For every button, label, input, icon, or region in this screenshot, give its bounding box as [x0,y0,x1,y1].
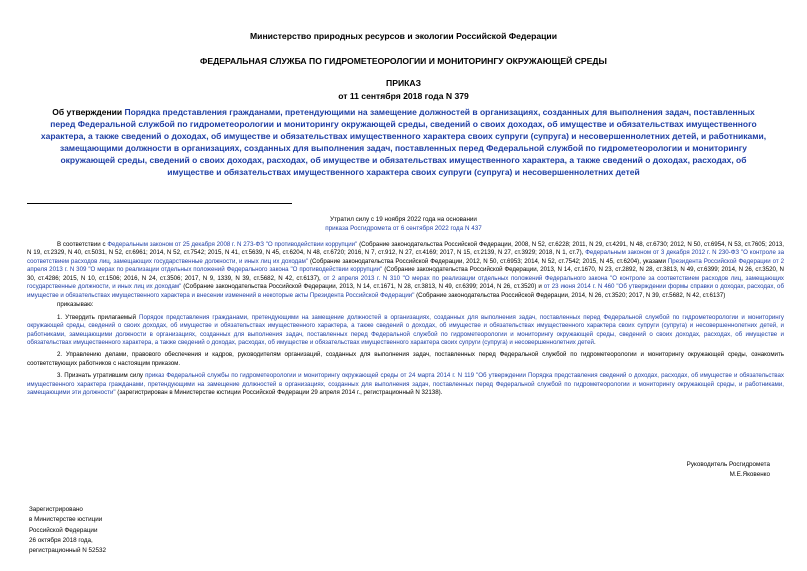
signatory-name: М.Е.Яковенко [729,471,770,478]
signature-block [687,460,770,480]
link-law-230[interactable]: Федеральным законом от 3 декабря 2012 г. N 230-ФЗ "О контроле за соответствием расходов лиц, замещающих государственные должности, и иных лиц их доходам" [27,249,784,265]
item-2-paragraph: 2. Управлению делами, правового обеспечения и кадров, руководителям организаций, созданных для выполнения задач, поставленных перед Федеральной службой по гидрометеорологии и мониторингу окружающей среды, ознакомить соответствующих работников с настоящим приказом. [27,351,784,367]
link-decree-460[interactable]: от 23 июня 2014 г. N 460 "Об утверждении формы справки о доходах, расходах, об имуществе и обязательствах имущественного характера и внесении изменений в некоторые акты Президента Российской Федерации" [27,283,784,299]
title-link[interactable]: Порядка представления гражданами, претендующими на замещение должностей в организациях, созданных для выполнения задач, поставленных перед Федеральной службой по гидрометеорологии и мониторингу окружающей среды, сведений о своих доходах, об имуществе и обязательствах имущественного характера, а также сведений о доходах, об имуществе и обязательствах имущественного характера своих супруги (супруга) и несовершеннолетних детей, и работниками, замещающими должности в организациях, созданных для выполнения задач, поставленных перед Федеральной службой по гидрометеорологии и мониторингу окружающей среды, сведений о своих доходах, расходах, об имуществе и обязательствах имущественного характера, а также сведений о доходах, расходах, об имуществе и обязательствах имущественного характера своих супруги (супруга) и несовершеннолетних детей [40,107,767,177]
title-prefix: Об утверждении [52,107,125,117]
document-type: ПРИКАЗ [386,78,421,88]
preamble-text-4: (Собрание законодательства Российской Федерации, 2013, N 14, ст.1670, N 23, ст.2892, N 28, ст.3813, N 49, ст.6399; 2014, N 26, ст.3520, N 30, ст.4286; 2015, N 10, ст.1506; 2016, N 24, ст.3506; 2017, N 9, 1339, N 39, ст.5682, N 42, ст.6137), [27,266,784,282]
registration-block [29,505,106,556]
item-3-paragraph [27,372,784,397]
item-3-text-2: (зарегистрирован в Министерстве юстиции Российской Федерации 29 апреля 2014 г., регистрационный N 32138). [115,389,443,397]
divider [27,203,292,204]
signatory-position: Руководитель Росгидромета [686,461,770,468]
registration-line-1: Зарегистрировано [29,506,83,513]
document-body [27,241,784,398]
lost-force-link[interactable]: приказа Росгидромета от 6 сентября 2022 года N 437 [325,225,482,232]
preamble-text-5: (Собрание законодательства Российской Федерации, 2013, N 14, ст.1671, N 28, ст.3813, N 49, ст.6399; 2014, N 26, ст.3520) и [181,283,544,291]
document-date-number: от 11 сентября 2018 года N 379 [338,91,469,101]
lost-force-note: Утратил силу с 19 ноября 2022 года на основании [330,216,477,223]
item-1-text-1: 1. Утвердить прилагаемый [57,313,140,321]
document-title [40,107,767,178]
preamble-text-1: В соответствии с [57,241,108,248]
link-law-273[interactable]: Федеральным законом от 25 декабря 2008 г. N 273-ФЗ "О противодействии коррупции" [107,241,358,248]
order-word: приказываю: [57,301,94,309]
preamble-paragraph [27,241,784,300]
link-decree-309[interactable]: Президента Российской Федерации от 2 апреля 2013 г. N 309 "О мерах по реализации отдельных положений Федерального закона "О противодействии коррупции" [27,257,784,274]
registration-line-3: Российской Федерации [29,526,98,534]
registration-line-2: в Министерстве юстиции [29,516,103,524]
ministry-heading: Министерство природных ресурсов и экологии Российской Федерации [250,31,557,41]
preamble-text-3: (Собрание законодательства Российской Федерации, 2012, N 50, ст.6953; 2014, N 52, ст.7542; 2015, N 45, ст.6204), указами [308,257,668,265]
service-heading: ФЕДЕРАЛЬНАЯ СЛУЖБА ПО ГИДРОМЕТЕОРОЛОГИИ И МОНИТОРИНГУ ОКРУЖАЮЩЕЙ СРЕДЫ [200,56,607,66]
preamble-text-2: (Собрание законодательства Российской Федерации, 2008, N 52, ст.6228; 2011, N 29, ст.4291, N 48, ст.6730; 2012, N 50, ст.6954, N 53, ст.7605; 2013, N 19, ст.2329, N 40, ст.5031, N 52, ст.6961; 2014, N 52, ст.7542; 2015, N 41, ст.5639, N 45, ст.6204, N 48, ст.6720; 2016, N 7, ст.912, N 27, ст.4169; 2017, N 15, ст.2139, N 27, ст.3929; 2018, N 1, ст.7), [27,241,784,257]
link-decree-310[interactable]: от 2 апреля 2013 г. N 310 "О мерах по реализации отдельных положений Федерального закона "О контроле за соответствием расходов лиц, замещающих государственные должности, и иных лиц их доходам" [27,274,784,291]
registration-line-4: 26 октября 2018 года, [29,536,93,544]
registration-line-5: регистрационный N 52532 [29,547,107,555]
preamble-text-6: (Собрание законодательства Российской Федерации, 2014, N 26, ст.3520; 2017, N 39, ст.5682, N 42, ст.6137) [414,291,726,299]
item-1-text-2: . [593,338,596,346]
link-order-119[interactable]: приказ Федеральной службы по гидрометеорологии и мониторингу окружающей среды от 24 марта 2014 г. N 119 "Об утверждении Порядка представления сведений о доходах, расходах, об имуществе и обязательствах имущественного характера гражданами, претендующими на замещение должностей в организациях, созданных для выполнения задач, поставленных перед Федеральной службой по гидрометеорологии и мониторингу окружающей среды, и работниками, замещающими эти должности" [27,372,784,397]
link-procedure[interactable]: Порядок представления гражданами, претендующими на замещение должностей в организациях, созданных для выполнения задач, поставленных перед Федеральной службой по гидрометеорологии и мониторингу окружающей среды, сведений о своих доходах, об имуществе и обязательствах имущественного характера, а также сведений о доходах, об имуществе и обязательствах имущественного характера своих супруги (супруга) и несовершеннолетних детей, и работниками, замещающими должности в организациях, созданных для выполнения задач, поставленных перед Федеральной службой по гидрометеорологии и мониторингу окружающей среды, сведений о своих доходах, расходах, об имуществе и обязательствах имущественного характера, а также сведений о доходах, расходах, об имуществе и обязательствах имущественного характера своих супруги (супруга) и несовершеннолетних детей [27,313,785,346]
item-3-text-1: 3. Признать утратившим силу [57,372,146,380]
item-1-paragraph [27,314,784,348]
